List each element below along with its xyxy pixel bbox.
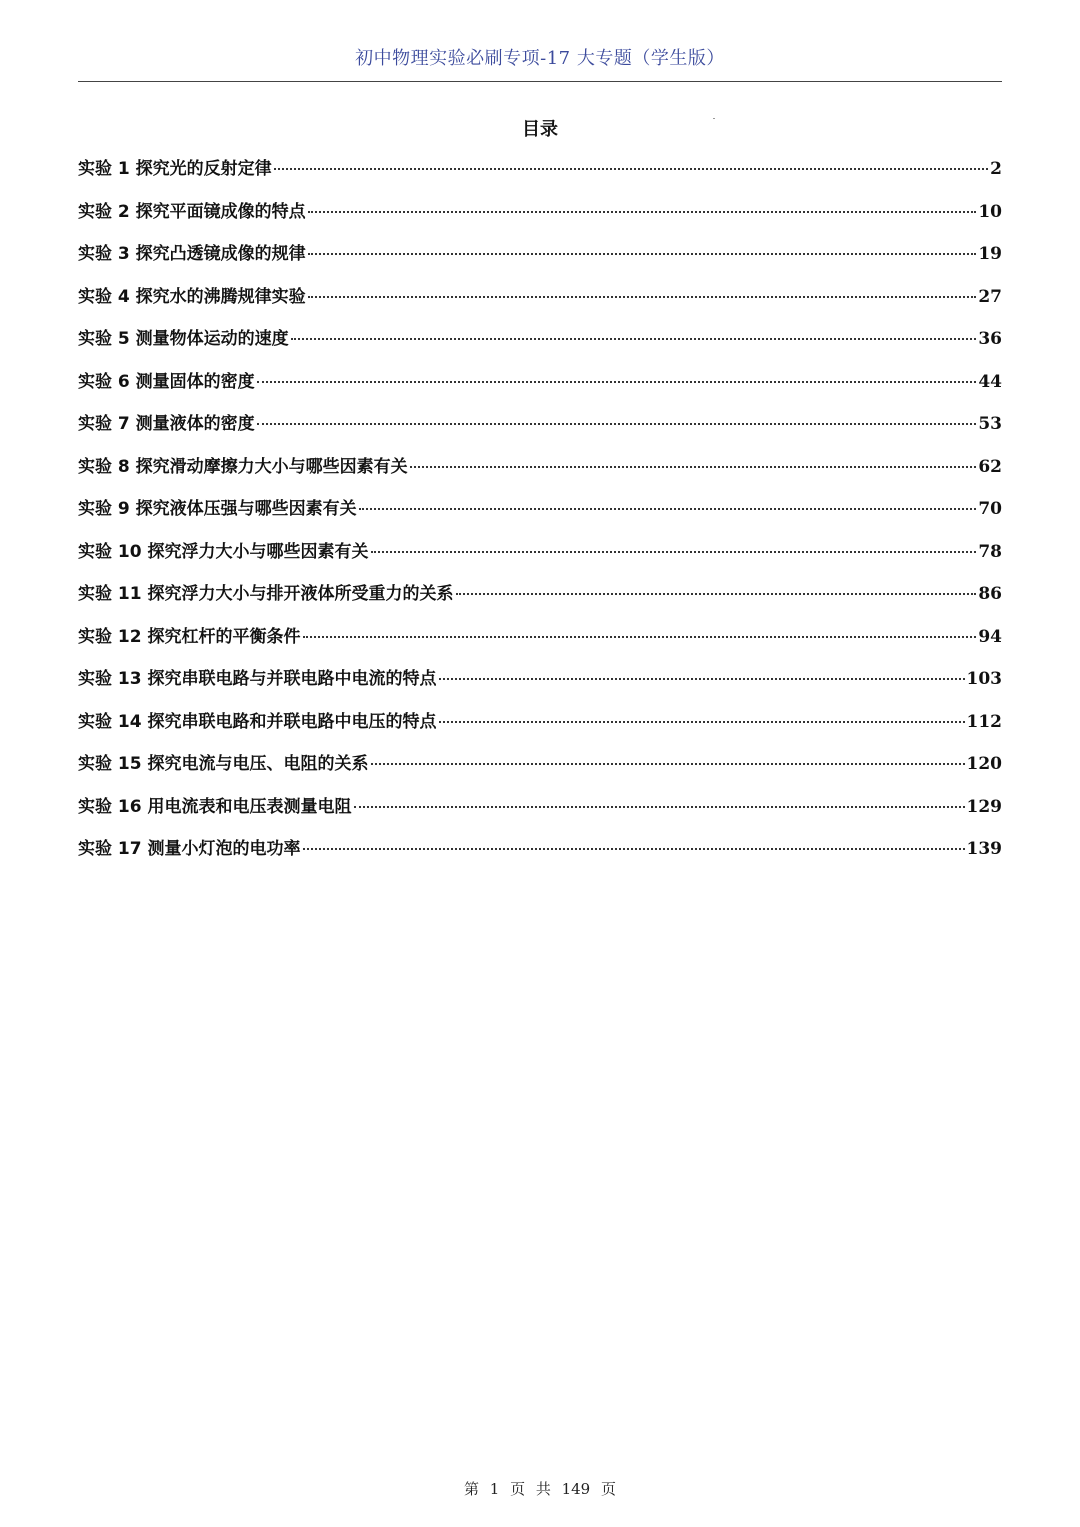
toc-entry-label: 实验 8 探究滑动摩擦力大小与哪些因素有关 (78, 456, 408, 477)
toc-entry-4[interactable] (78, 276, 1002, 319)
toc-leader-dots (308, 296, 977, 298)
page-footer: 第 1 页 共 149 页 (463, 1480, 616, 1498)
toc-entry-11[interactable] (78, 573, 1002, 616)
toc-entry-label: 实验 7 测量液体的密度 (78, 414, 255, 434)
header-divider (78, 81, 1002, 82)
toc-entry-page: 10 (978, 201, 1002, 222)
toc-leader-dots (303, 636, 977, 638)
toc-entry-label: 实验 12 探究杠杆的平衡条件 (78, 626, 301, 647)
toc-entry-5[interactable] (78, 318, 1002, 361)
toc-entry-label: 实验 2 探究平面镜成像的特点 (78, 201, 306, 222)
toc-entry-label: 实验 14 探究串联电路和并联电路中电压的特点 (78, 711, 437, 732)
toc-entry-13[interactable] (78, 658, 1002, 701)
table-of-contents (78, 148, 1002, 871)
toc-entry-1[interactable] (78, 148, 1002, 191)
toc-entry-page: 53 (978, 414, 1002, 434)
toc-entry-label: 实验 13 探究串联电路与并联电路中电流的特点 (78, 669, 437, 689)
toc-leader-dots (359, 508, 977, 510)
toc-entry-label: 实验 4 探究水的沸腾规律实验 (78, 286, 306, 307)
toc-entry-label: 实验 10 探究浮力大小与哪些因素有关 (78, 541, 369, 562)
toc-entry-page: 2 (990, 159, 1002, 179)
toc-entry-label: 实验 9 探究液体压强与哪些因素有关 (78, 499, 357, 519)
toc-entry-page: 94 (978, 626, 1002, 647)
toc-leader-dots (308, 211, 977, 213)
toc-entry-16[interactable] (78, 786, 1002, 829)
toc-entry-label: 实验 1 探究光的反射定律 (78, 159, 272, 179)
toc-entry-3[interactable] (78, 233, 1002, 276)
running-header: 初中物理实验必刷专项-17 大专题（学生版） (355, 48, 725, 69)
toc-entry-page: 27 (978, 286, 1002, 307)
toc-entry-7[interactable] (78, 403, 1002, 446)
toc-entry-6[interactable] (78, 361, 1002, 404)
toc-entry-8[interactable] (78, 446, 1002, 489)
toc-entry-17[interactable] (78, 828, 1002, 871)
toc-entry-label: 实验 6 测量固体的密度 (78, 371, 255, 392)
toc-leader-dots (439, 678, 965, 680)
toc-leader-dots (354, 806, 965, 808)
toc-entry-page: 19 (978, 244, 1002, 264)
toc-entry-label: 实验 16 用电流表和电压表测量电阻 (78, 796, 352, 817)
toc-entry-page: 44 (978, 371, 1002, 392)
toc-entry-page: 78 (978, 541, 1002, 562)
toc-entry-page: 139 (966, 839, 1002, 859)
toc-entry-page: 36 (978, 329, 1002, 349)
toc-entry-page: 103 (966, 669, 1002, 689)
toc-leader-dots (303, 848, 965, 850)
toc-leader-dots (371, 551, 977, 553)
toc-leader-dots (439, 721, 965, 723)
toc-leader-dots (291, 338, 977, 340)
toc-entry-15[interactable] (78, 743, 1002, 786)
toc-entry-label: 实验 17 测量小灯泡的电功率 (78, 839, 301, 859)
toc-leader-dots (257, 423, 977, 425)
toc-entry-14[interactable] (78, 701, 1002, 744)
toc-entry-page: 112 (966, 711, 1002, 732)
toc-leader-dots (308, 253, 977, 255)
toc-entry-page: 120 (966, 754, 1002, 774)
toc-entry-label: 实验 5 测量物体运动的速度 (78, 329, 289, 349)
toc-entry-label: 实验 11 探究浮力大小与排开液体所受重力的关系 (78, 584, 454, 604)
toc-leader-dots (257, 381, 977, 383)
toc-entry-2[interactable] (78, 191, 1002, 234)
toc-leader-dots (456, 593, 977, 595)
toc-entry-page: 86 (978, 584, 1002, 604)
toc-entry-9[interactable] (78, 488, 1002, 531)
toc-entry-page: 70 (978, 499, 1002, 519)
toc-leader-dots (371, 763, 965, 765)
toc-leader-dots (410, 466, 977, 468)
toc-entry-page: 129 (966, 796, 1002, 817)
toc-leader-dots (274, 168, 988, 170)
toc-entry-label: 实验 3 探究凸透镜成像的规律 (78, 244, 306, 264)
toc-title: 目录 (522, 119, 558, 140)
toc-entry-10[interactable] (78, 531, 1002, 574)
toc-entry-label: 实验 15 探究电流与电压、电阻的关系 (78, 754, 369, 774)
toc-entry-12[interactable] (78, 616, 1002, 659)
toc-entry-page: 62 (978, 456, 1002, 477)
